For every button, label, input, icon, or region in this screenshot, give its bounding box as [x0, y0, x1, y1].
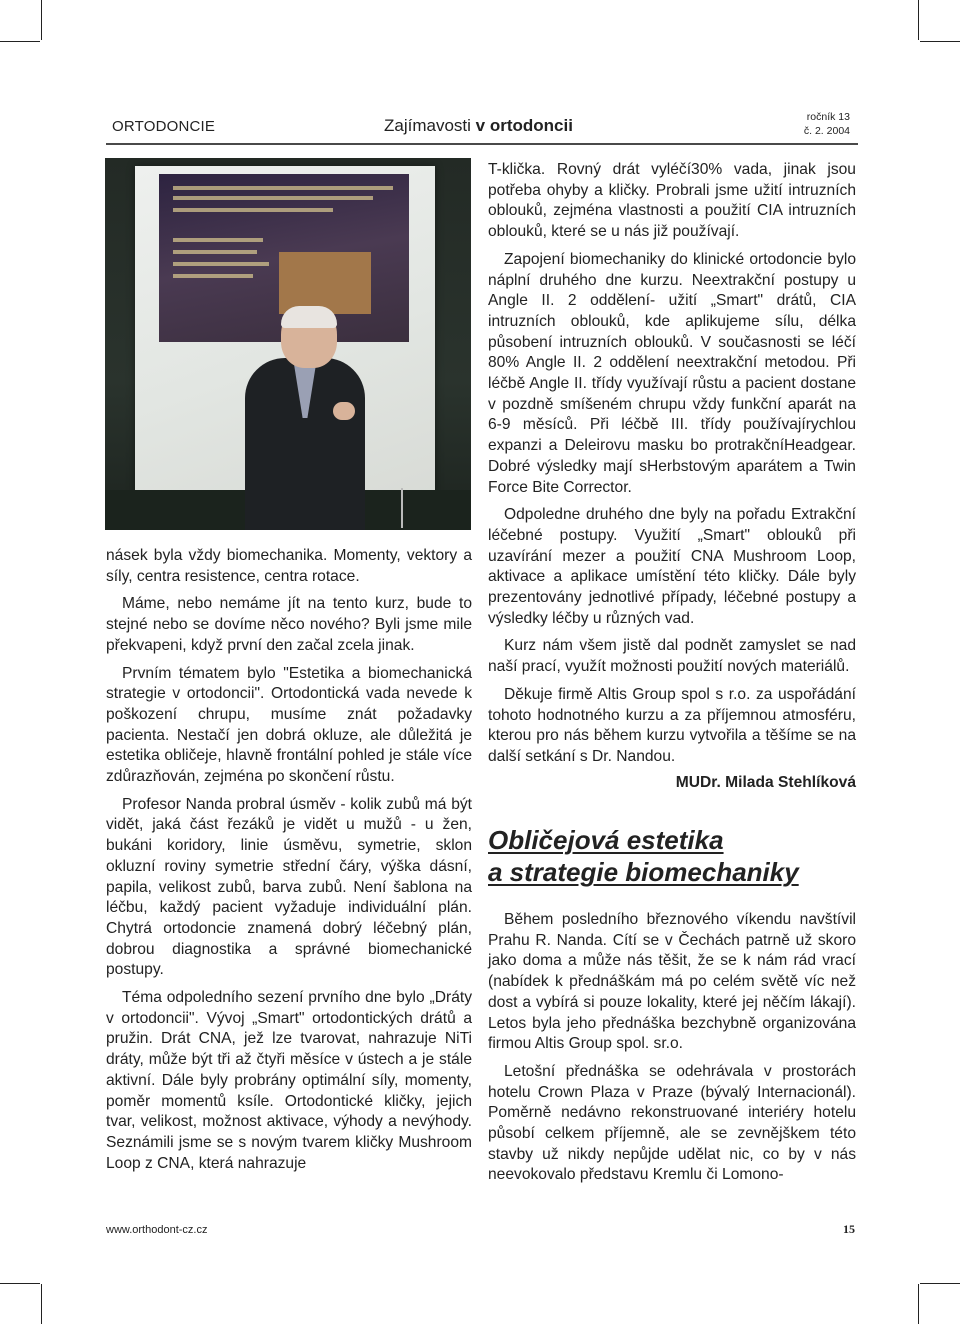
author-signature: MUDr. Milada Stehlíková [675, 773, 856, 791]
paragraph: Odpoledne druhého dne byly na pořadu Extrakční léčebné postupy. Využití „Smart" oblouků při uzavírání mezer a použití CNA Mushroom Loop, aktivace a aplikace umístění této kličky. Dále byly prezentovány jednotlivé případy, léčebné postupy a výsledky léčby u různých vad. [488, 506, 856, 627]
article-title-line2: a strategie biomechaniky [488, 857, 799, 887]
paragraph: Profesor Nanda probral úsměv - kolik zubů má být vidět, jaká část řezáků je vidět u mužů - u žen, bukáni koridory, linie úsměvu, symetrie, sklon okluzní roviny symetrie střední čáry, výška dásní, papila, velikost zubů, barva zubů. Není šablona na léčbu, každý pacient vyžaduje individuální plán. Chytrá ortodoncie znamená dobrý léčebný plán, dobrou diagnostika a správné biomechanické postupy. [106, 795, 472, 979]
crop-mark [0, 1283, 40, 1284]
right-column-top [488, 160, 856, 793]
left-column [106, 546, 472, 1181]
paragraph: Děkuje firmě Altis Group spol s r.o. za uspořádání tohoto hodnotného kurzu a za příjemnou atmosféru, kterou pro nás během kurzu vytvořila a těšíme se na další setkání s Dr. Nandou. [488, 685, 856, 765]
crop-mark [920, 41, 960, 42]
issue-label: č. 2. 2004 [803, 125, 850, 137]
paragraph: Letošní přednáška se odehrávala v prostorách hotelu Crown Plaza v Praze (bývalý Internacionál). Poměrně nedávno rekonstruované interiéry hotelu působí celkem příjemně, ale se zevnějškem této stavby už nikdy nepůjde udělat nic, co by v nás neevokovalo představu Kremlu či Lomono- [488, 1062, 856, 1184]
paragraph: násek byla vždy biomechanika. Momenty, vektory a síly, centra resistence, centra rotace. [106, 547, 472, 585]
paragraph: Téma odpoledního sezení prvního dne bylo „Dráty v ortodoncii". Vývoj „Smart" ortodontických drátů a pružin. Drát CNA, jež lze tvarovat, nahrazuje NiTi dráty, může být tři až čtyři měsíce v ústech a je stále aktivní. Dále byly probrány optimální síly, momenty, poměr momentů ksíle. Ortodontické kličky, jejich tvar, velikost, možnost aktivace, výhody a nevýhody. Seznámili jsme se s novým tvarem kličky Mushroom Loop z CNA, která nahrazuje [106, 989, 472, 1172]
paragraph: T-klička. Rovný drát vyléčí30% vada, jinak jsou potřeba ohyby a kličky. Probrali jsme užití intruzních oblouků, zejména vlastnosti a použití CIA intruzních oblouků, které se u nás již používají. [488, 161, 856, 241]
paragraph: Zapojení biomechaniky do klinické ortodoncie bylo náplní druhého dne kurzu. Neextrakční postupy u Angle II. 2 oddělení- užití „Smart" drátů, CIA intruzních oblouků, kde aplikujeme sílu, délka působení intruzních oblouků. V současnosti se léčí 80% Angle II. 2 oddělení neextrakční metodou. Při léčbě Angle II. třídy využívají růstu a pacient dostane v pozdně smíšeném chrupu vždy funkční aparát na 6-9 měsíců. Při léčbě III. třídy používajírychlou expanzi a Deleirovu masku bo protrakčníHeadgear. Dobré výsledky mají sHerbstovým aparátem a Twin Force Bite Corrector. [488, 250, 856, 496]
header-title-regular: Zajímavosti [384, 116, 476, 135]
crop-mark [41, 1284, 42, 1324]
crop-mark [41, 0, 42, 40]
running-header [106, 104, 858, 144]
paragraph: Prvním tématem bylo "Estetika a biomechanická strategie v ortodoncii". Ortodontická vada nevede k poškození chrupu, musíme znát požadavky pacienta. Nestačí jen dobrá okluze, ale důležitá je estetika obličeje, hlavně frontální pohled je stále více zdůrazňován, zejména po skončení růstu. [106, 664, 472, 786]
article-title [488, 824, 858, 888]
crop-mark [0, 41, 40, 42]
crop-mark [920, 1283, 960, 1284]
article-title-line1: Obličejová estetika [488, 825, 724, 855]
volume-label: ročník 13 [806, 111, 850, 123]
paragraph: Máme, nebo nemáme jít na tento kurz, bude to stejné nebo se dovíme něco nového? Byli jsme mile překvapeni, když první den začal zcela jinak. [106, 595, 472, 654]
paragraph: Během posledního březnového víkendu navštívil Prahu R. Nanda. Cítí se v Čechách patrně už skoro jako doma a může nás těšit, že se k nám rád vrací (nabídek k přednáškám má po celém světě víc než dost a vybírá si pouze lokality, které jej něčím lákají). Letos byla jeho přednáška bezchybně organizována firmou Altis Group spol. sr.o. [488, 911, 856, 1053]
screen-tripod [401, 488, 403, 528]
header-rule [106, 143, 858, 145]
article-body [488, 910, 856, 1193]
paragraph: Kurz nám všem jistě dal podnět zamyslet se nad naší prací, využít možnosti použití nových materiálů. [488, 637, 856, 676]
crop-mark [918, 1284, 919, 1324]
lecture-photo [105, 158, 471, 530]
speaker-hair [281, 306, 337, 328]
issue-info [804, 110, 850, 138]
crop-mark [918, 0, 919, 40]
header-title [384, 116, 573, 136]
footer-url: www.orthodont-cz.cz [106, 1224, 208, 1236]
speaker-hand [333, 402, 355, 420]
header-title-bold: v ortodoncii [475, 116, 573, 135]
page-number: 15 [843, 1222, 855, 1236]
section-label: ORTODONCIE [112, 118, 216, 135]
